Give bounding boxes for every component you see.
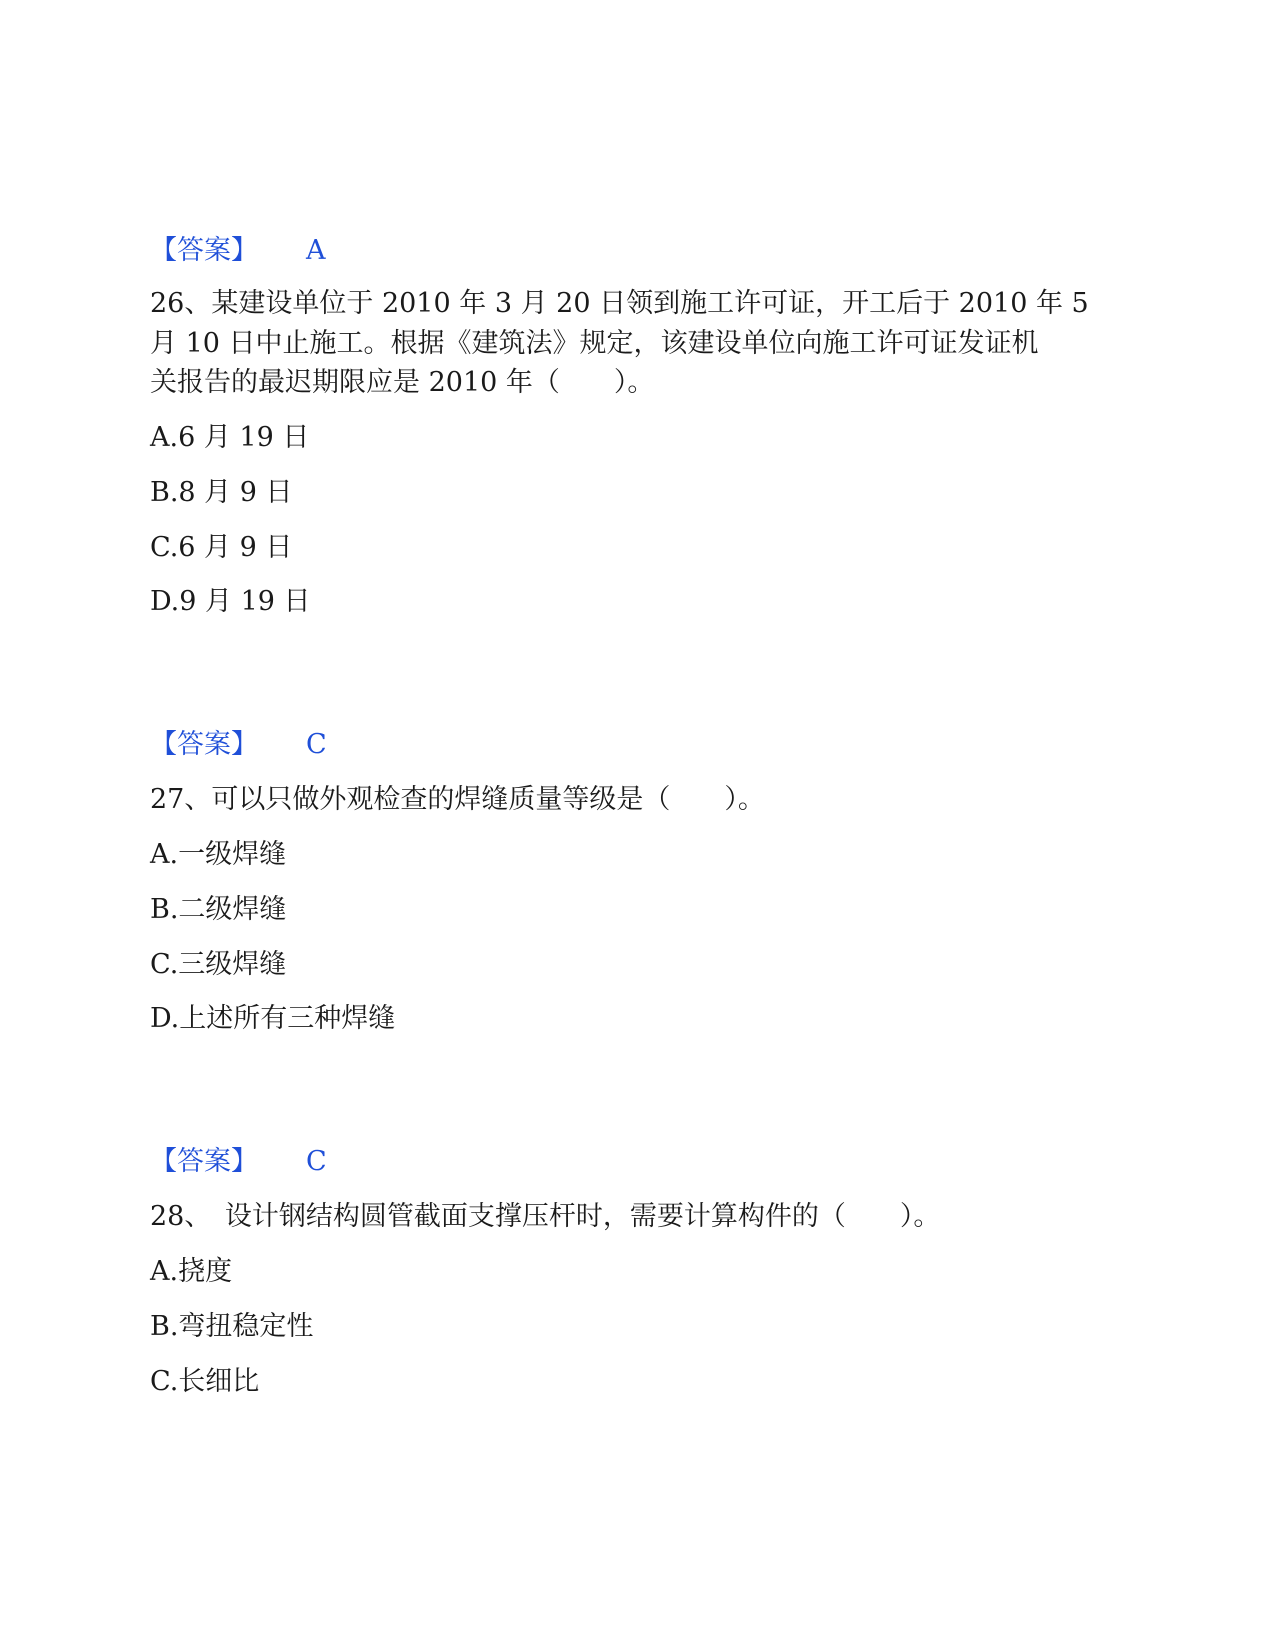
question-26-option-b: B.8 月 9 日 bbox=[150, 477, 293, 508]
question-26-line-1: 26、某建设单位于 2010 年 3 月 20 日领到施工许可证，开工后于 2010 年 5 bbox=[150, 288, 1089, 319]
question-27-line-1: 27、可以只做外观检查的焊缝质量等级是（ ）。 bbox=[150, 784, 765, 815]
answer-value: A bbox=[306, 235, 326, 266]
question-28-option-b: B.弯扭稳定性 bbox=[150, 1311, 314, 1342]
question-28-option-c: C.长细比 bbox=[150, 1366, 260, 1397]
question-26-option-d: D.9 月 19 日 bbox=[150, 586, 311, 617]
question-27-option-c: C.三级焊缝 bbox=[150, 949, 287, 980]
answer-label: 【答案】 bbox=[150, 729, 258, 760]
question-27-option-b: B.二级焊缝 bbox=[150, 894, 287, 925]
question-28-option-a: A.挠度 bbox=[150, 1256, 233, 1287]
answer-label: 【答案】 bbox=[150, 235, 258, 266]
question-27-option-d: D.上述所有三种焊缝 bbox=[150, 1003, 396, 1034]
answer-value: C bbox=[306, 1146, 327, 1177]
question-27-option-a: A.一级焊缝 bbox=[150, 839, 287, 870]
question-26-option-c: C.6 月 9 日 bbox=[150, 532, 293, 563]
question-26-option-a: A.6 月 19 日 bbox=[150, 422, 310, 453]
answer-label: 【答案】 bbox=[150, 1146, 258, 1177]
answer-value: C bbox=[306, 729, 327, 760]
question-28-line-1: 28、 设计钢结构圆管截面支撑压杆时，需要计算构件的（ ）。 bbox=[150, 1201, 941, 1232]
question-26-line-3: 关报告的最迟期限应是 2010 年（ ）。 bbox=[150, 367, 655, 398]
answer-line bbox=[150, 1142, 327, 1182]
answer-line bbox=[150, 231, 326, 271]
answer-line bbox=[150, 725, 327, 765]
question-26-line-2: 月 10 日中止施工。根据《建筑法》规定，该建设单位向施工许可证发证机 bbox=[150, 328, 1039, 359]
